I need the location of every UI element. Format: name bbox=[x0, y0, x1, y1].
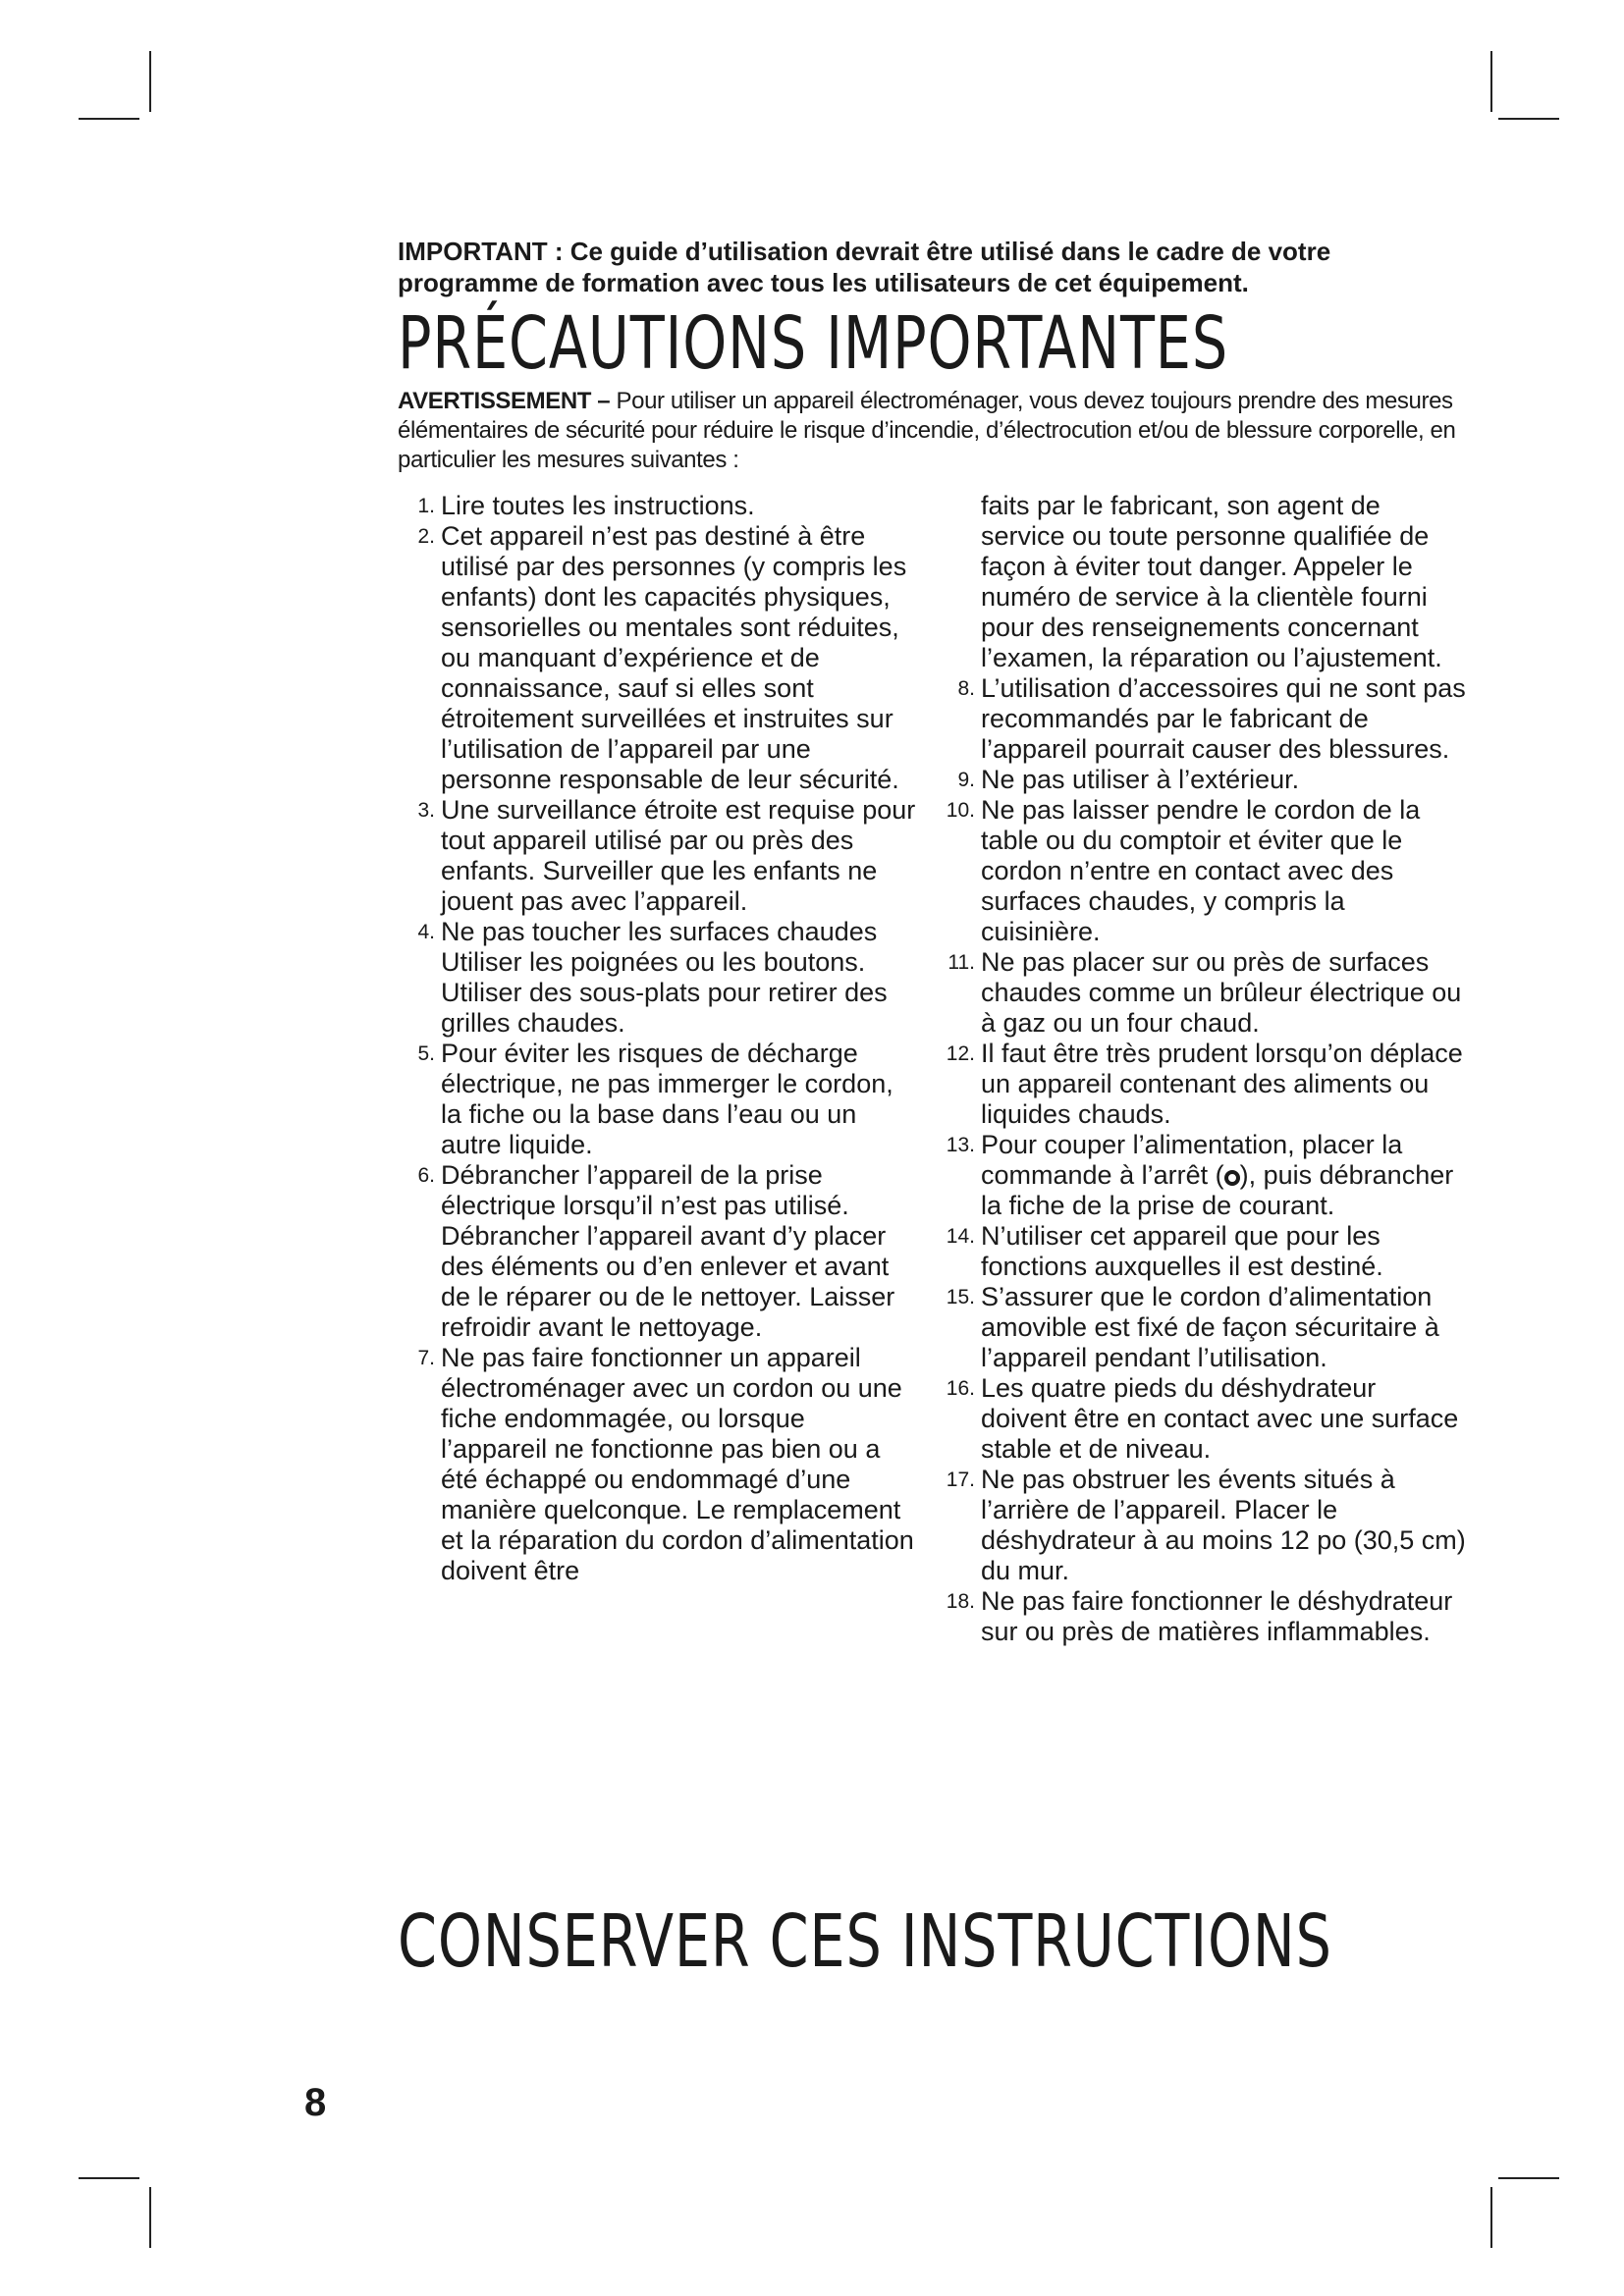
item-text: Ne pas utiliser à l’extérieur. bbox=[981, 765, 1300, 794]
crop-mark bbox=[149, 51, 151, 112]
list-item bbox=[938, 1039, 1468, 1130]
warning-text: Pour utiliser un appareil électroménager, vous devez toujours prendre des mesures élémentaires de sécurité pour réduire le risque d’incendie, d’électrocution et/ou de blessure corporelle, en particulier les mesures suivantes : bbox=[398, 388, 1456, 473]
item-number: 15. bbox=[946, 1286, 975, 1308]
item-number: 3. bbox=[417, 799, 435, 822]
item-text: N’utiliser cet appareil que pour les fonctions auxquelles il est destiné. bbox=[981, 1221, 1383, 1281]
item-number: 14. bbox=[946, 1225, 975, 1248]
item-number: 10. bbox=[946, 799, 975, 822]
list-item-continued bbox=[938, 491, 1468, 673]
crop-mark bbox=[79, 118, 139, 120]
item-text: Ne pas toucher les surfaces chaudes Utiliser les poignées ou les boutons. Utiliser des sous-plats pour retirer des grilles chaudes. bbox=[441, 917, 888, 1038]
item-number: 8. bbox=[957, 677, 975, 700]
item-text: Ne pas faire fonctionner un appareil électroménager avec un cordon ou une fiche endommagée, ou lorsque l’appareil ne fonctionne pas bien ou a été échappé ou endommagé d’une manière quelconque. Le remplacement et la réparation du cordon d’alimentation doivent être bbox=[441, 1343, 914, 1585]
list-item bbox=[398, 491, 918, 521]
item-text: Une surveillance étroite est requise pour tout appareil utilisé par ou près des enfants. Surveiller que les enfants ne jouent pas avec l’appareil. bbox=[441, 795, 916, 916]
item-text: Il faut être très prudent lorsqu’on déplace un appareil contenant des aliments ou liquides chauds. bbox=[981, 1039, 1463, 1129]
item-number: 12. bbox=[946, 1042, 975, 1065]
page-title: PRÉCAUTIONS IMPORTANTES bbox=[398, 301, 1229, 386]
list-item bbox=[398, 917, 918, 1039]
power-off-icon bbox=[1224, 1170, 1240, 1186]
crop-mark bbox=[1498, 118, 1559, 120]
list-item bbox=[938, 1586, 1468, 1647]
crop-mark bbox=[1498, 2177, 1559, 2179]
list-item bbox=[398, 795, 918, 917]
item-text: S’assurer que le cordon d’alimentation amovible est fixé de façon sécuritaire à l’appareil pendant l’utilisation. bbox=[981, 1282, 1439, 1372]
item-number: 11. bbox=[947, 951, 975, 974]
right-column bbox=[938, 491, 1468, 1647]
item-number: 5. bbox=[417, 1042, 435, 1065]
list-item bbox=[938, 795, 1468, 947]
list-item bbox=[398, 521, 918, 795]
item-number: 18. bbox=[946, 1590, 975, 1613]
item-text: Débrancher l’appareil de la prise électrique lorsqu’il n’est pas utilisé. Débrancher l’appareil avant d’y placer des éléments ou d’en enlever et avant de le réparer ou de le nettoyer. Laisser refroidir avant le nettoyage. bbox=[441, 1160, 895, 1342]
item-number: 6. bbox=[417, 1164, 435, 1187]
item-number: 16. bbox=[946, 1377, 975, 1400]
item-text-after-icon: ), puis débrancher la fiche de la prise de courant. bbox=[981, 1160, 1454, 1220]
item-text: Lire toutes les instructions. bbox=[441, 491, 755, 520]
item-number: 17. bbox=[946, 1468, 975, 1491]
item-text-before-icon: Pour couper l’alimentation, placer la commande à l’arrêt ( bbox=[981, 1130, 1403, 1190]
list-item bbox=[398, 1343, 918, 1586]
list-item bbox=[938, 947, 1468, 1039]
item-text: Pour éviter les risques de décharge électrique, ne pas immerger le cordon, la fiche ou la base dans l’eau ou un autre liquide. bbox=[441, 1039, 893, 1159]
item-number: 1. bbox=[417, 495, 435, 517]
item-text bbox=[981, 1130, 1468, 1221]
list-item bbox=[398, 1039, 918, 1160]
important-note: IMPORTANT : Ce guide d’utilisation devrait être utilisé dans le cadre de votre programme de formation avec tous les utilisateurs de cet équipement. bbox=[398, 237, 1331, 297]
crop-mark bbox=[79, 2177, 139, 2179]
item-text: Ne pas laisser pendre le cordon de la table ou du comptoir et éviter que le cordon n’entre en contact avec des surfaces chaudes, y compris la cuisinière. bbox=[981, 795, 1421, 946]
list-item bbox=[938, 1465, 1468, 1586]
item-text: Ne pas placer sur ou près de surfaces chaudes comme un brûleur électrique ou à gaz ou un four chaud. bbox=[981, 947, 1462, 1038]
footer-title: CONSERVER CES INSTRUCTIONS bbox=[398, 1899, 1332, 1984]
warning-paragraph bbox=[398, 387, 1458, 475]
warning-label: AVERTISSEMENT – bbox=[398, 388, 611, 414]
left-column bbox=[398, 491, 918, 1586]
item-number: 2. bbox=[417, 525, 435, 548]
item-number: 13. bbox=[946, 1134, 975, 1156]
crop-mark bbox=[1490, 51, 1492, 112]
item-text: Ne pas obstruer les évents situés à l’arrière de l’appareil. Placer le déshydrateur à au moins 12 po (30,5 cm) du mur. bbox=[981, 1465, 1466, 1585]
item-text: faits par le fabricant, son agent de service ou toute personne qualifiée de façon à éviter tout danger. Appeler le numéro de service à la clientèle fourni pour des renseignements concernant l’examen, la réparation ou l’ajustement. bbox=[981, 491, 1442, 672]
item-number: 9. bbox=[957, 769, 975, 791]
page-number: 8 bbox=[304, 2081, 327, 2124]
item-text: Cet appareil n’est pas destiné à être utilisé par des personnes (y compris les enfants) dont les capacités physiques, sensorielles ou mentales sont réduites, ou manquant d’expérience et de connaissance, sauf si elles sont étroitement surveillées et instruites sur l’utilisation de l’appareil par une personne responsable de leur sécurité. bbox=[441, 521, 907, 794]
list-item bbox=[938, 1221, 1468, 1282]
list-item bbox=[938, 1373, 1468, 1465]
item-number: 7. bbox=[417, 1347, 435, 1369]
list-item bbox=[398, 1160, 918, 1343]
list-item bbox=[938, 1282, 1468, 1373]
list-item bbox=[938, 1130, 1468, 1221]
crop-mark bbox=[1490, 2187, 1492, 2248]
crop-mark bbox=[149, 2187, 151, 2248]
page-content bbox=[398, 236, 1466, 1865]
instructions-columns bbox=[398, 491, 1466, 1865]
list-item bbox=[938, 765, 1468, 795]
item-text: Les quatre pieds du déshydrateur doivent être en contact avec une surface stable et de niveau. bbox=[981, 1373, 1459, 1464]
item-text: L’utilisation d’accessoires qui ne sont pas recommandés par le fabricant de l’appareil pourrait causer des blessures. bbox=[981, 673, 1466, 764]
item-number: 4. bbox=[417, 921, 435, 943]
item-text: Ne pas faire fonctionner le déshydrateur sur ou près de matières inflammables. bbox=[981, 1586, 1453, 1646]
list-item bbox=[938, 673, 1468, 765]
